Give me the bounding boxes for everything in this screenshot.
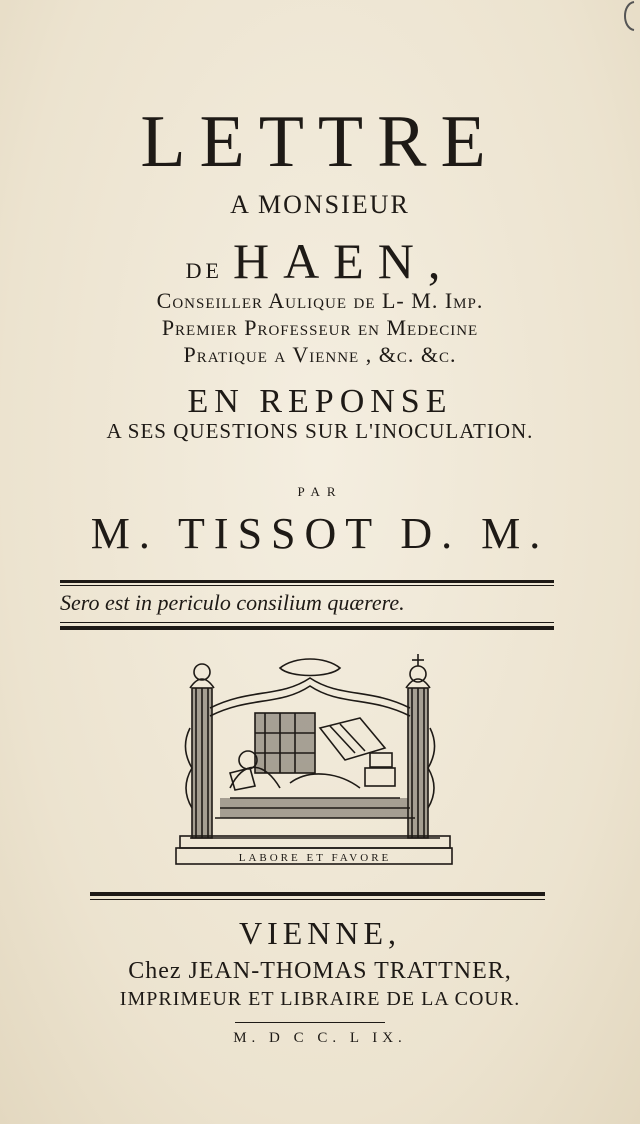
par-label: PAR	[297, 484, 343, 499]
rule-below-motto	[60, 626, 554, 630]
addressee-title-line-2: Premier Professeur en Medecine	[161, 315, 479, 340]
en-reponse-heading: EN REPONSE	[187, 383, 453, 420]
rule-above-date	[235, 1022, 385, 1023]
rule-above-motto-thin	[60, 585, 554, 586]
book-title: LETTRE	[140, 101, 500, 183]
imprint-printer: Chez JEAN-THOMAS TRATTNER,	[128, 958, 512, 984]
addressee-name-line	[0, 232, 640, 290]
subject-line: A SES QUESTIONS SUR L'INOCULATION.	[106, 419, 534, 443]
addressee-name: HAEN,	[232, 233, 455, 289]
addressee-prefix: A MONSIEUR	[230, 190, 410, 219]
addressee-particle: DE	[185, 258, 223, 283]
addressee-title-line-1: Conseiller Aulique de L- M. Imp.	[156, 288, 484, 313]
author-name: M. TISSOT D. M.	[90, 509, 550, 558]
page-corner-mark-icon	[618, 0, 636, 34]
engraved-vignette-icon	[170, 648, 460, 868]
rule-below-motto-thin	[60, 622, 554, 623]
rule-above-imprint-thin	[90, 899, 545, 900]
vignette-banner-text: LABORE ET FAVORE	[238, 852, 392, 864]
rule-above-imprint	[90, 892, 545, 896]
addressee-title-line-3: Pratique a Vienne , &c. &c.	[183, 342, 457, 367]
latin-motto: Sero est in periculo consilium quærere.	[60, 590, 405, 615]
imprint-printer-title: IMPRIMEUR ET LIBRAIRE DE LA COUR.	[119, 988, 521, 1010]
rule-above-motto	[60, 580, 554, 583]
imprint-city: VIENNE,	[238, 915, 402, 951]
imprint-date: M. D C C. L IX.	[233, 1030, 407, 1046]
